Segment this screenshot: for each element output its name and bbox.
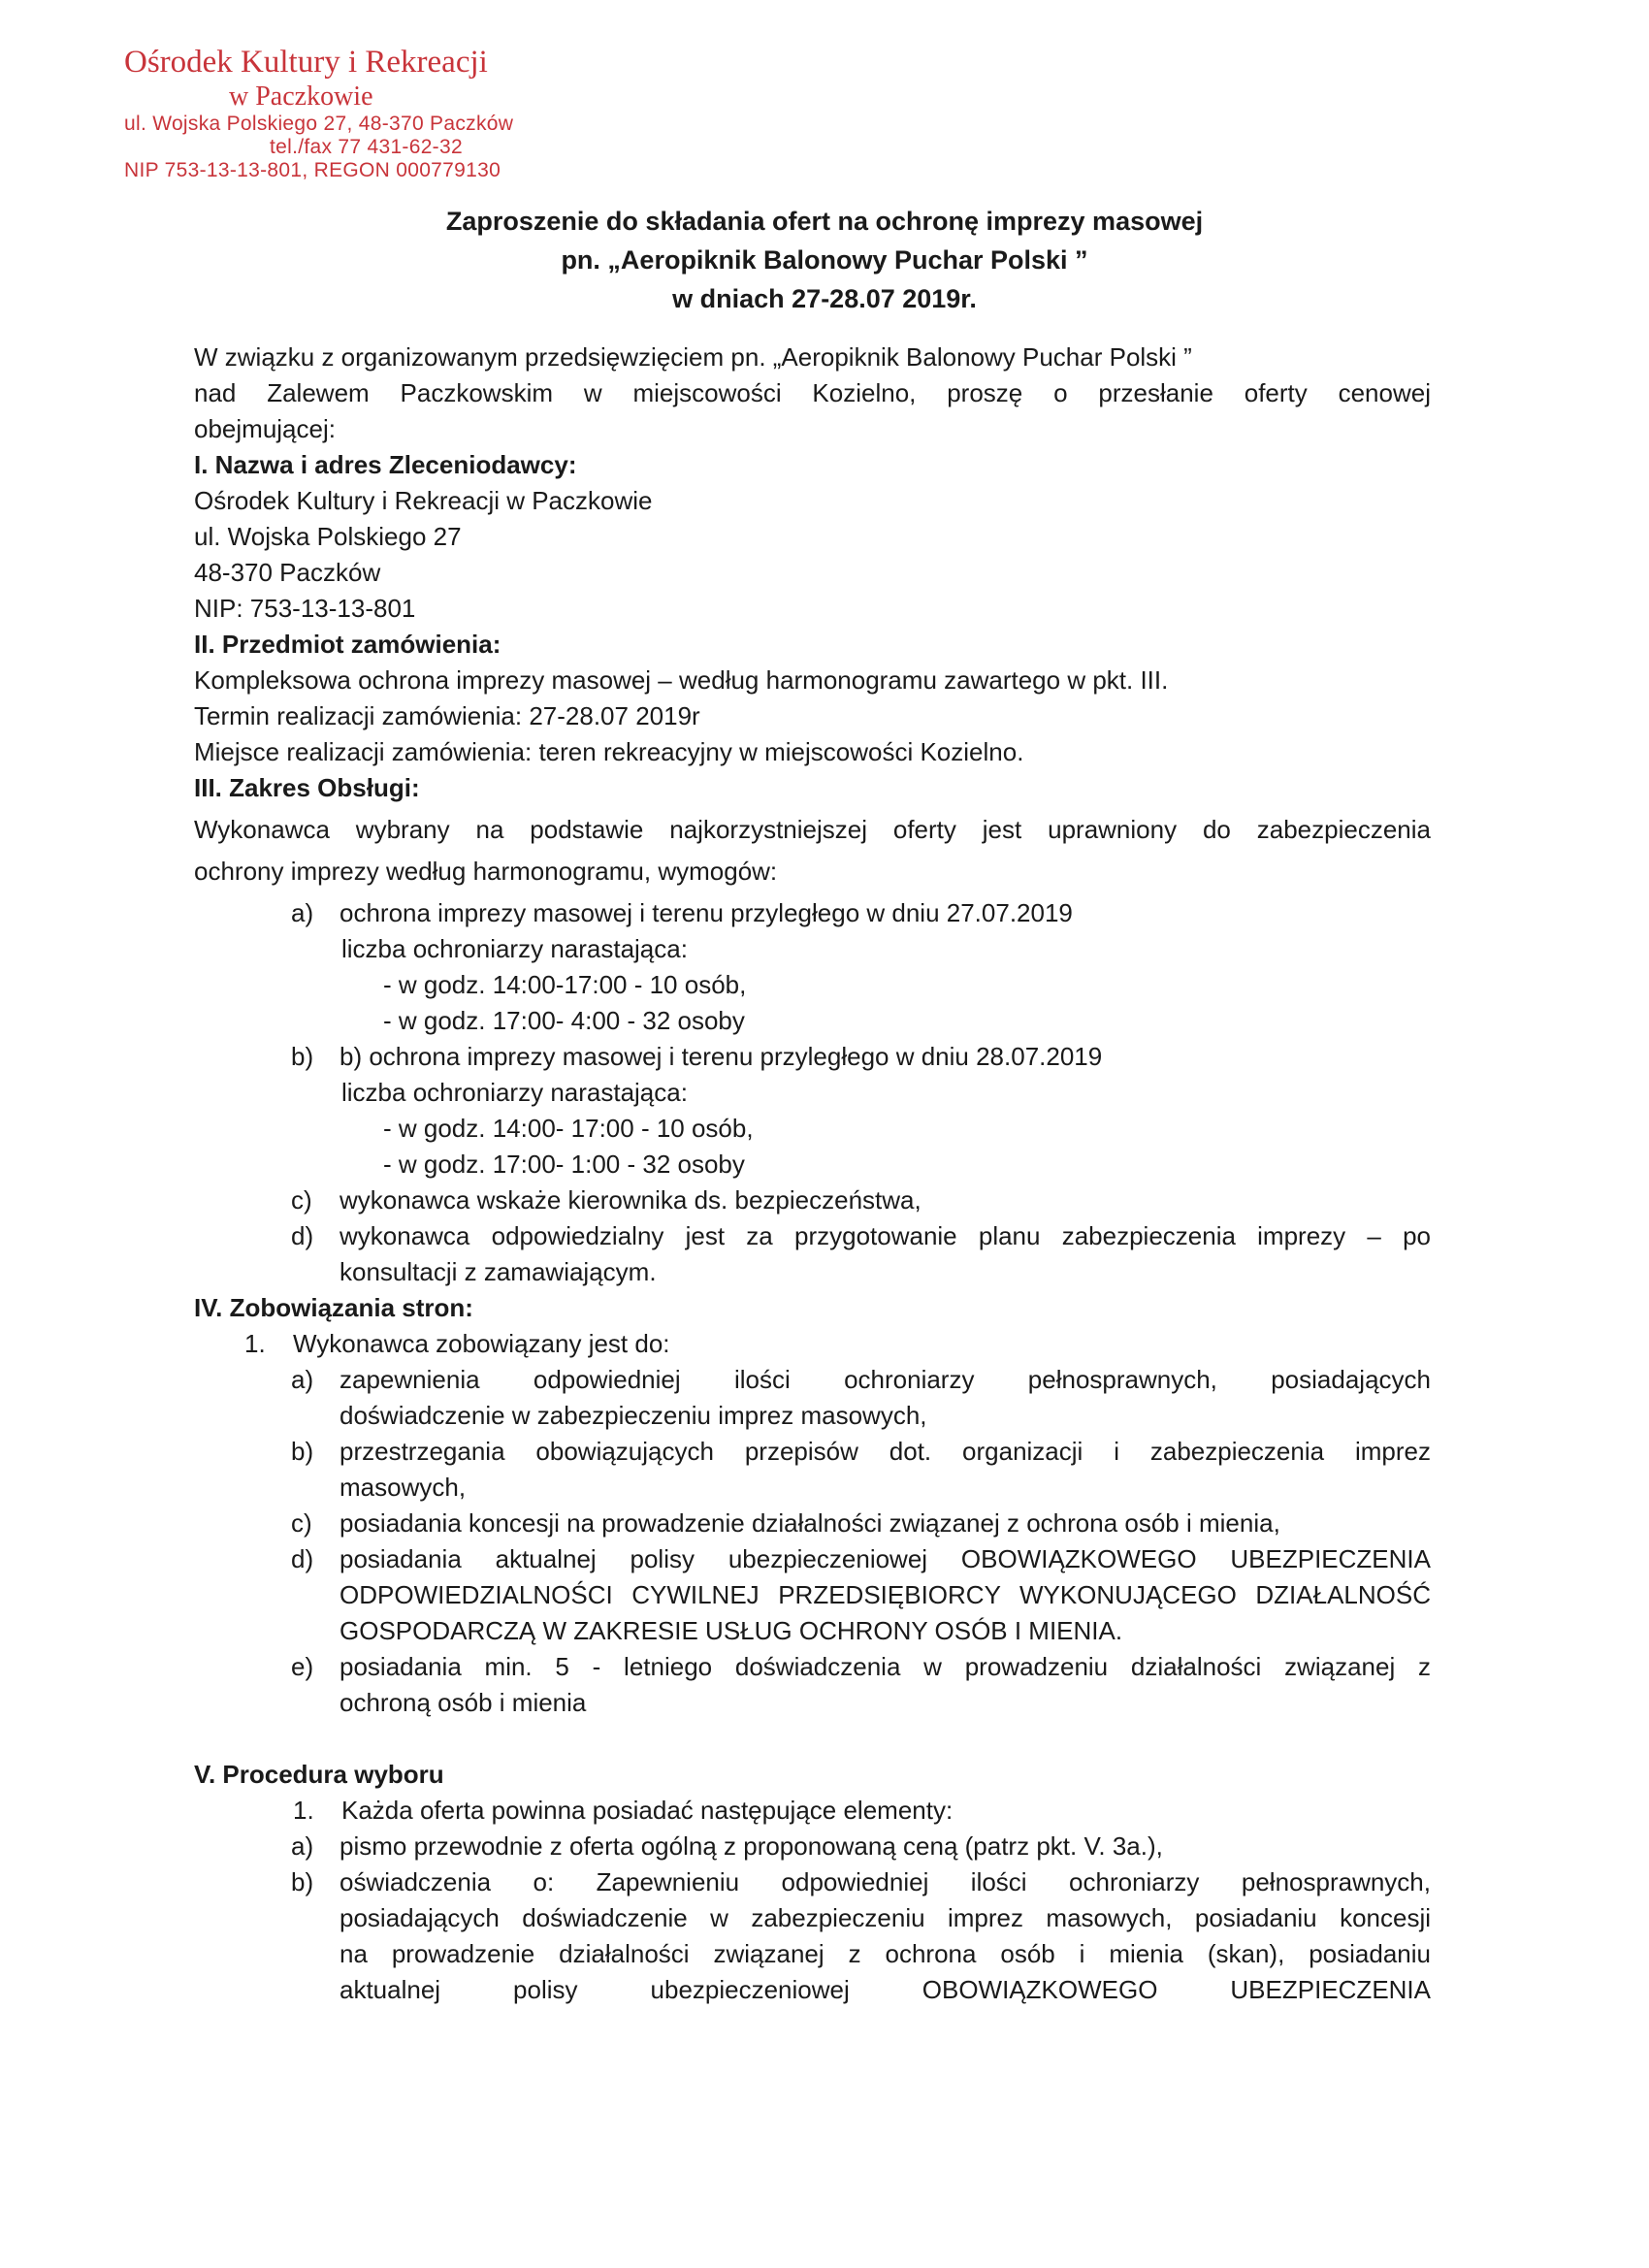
client-nip: NIP: 753-13-13-801 [194, 594, 416, 623]
list-marker: a) [291, 1365, 314, 1394]
list-item [194, 1362, 1431, 1434]
list-marker: d) [291, 1544, 314, 1573]
list-item [194, 1541, 1431, 1649]
list-marker: c) [291, 1185, 312, 1215]
list-text: konsultacji z zamawiającym. [340, 1257, 657, 1286]
list-text: ochrona imprezy masowej i terenu przyległego w dniu 27.07.2019 [340, 898, 1073, 927]
list-marker: b) [291, 1867, 314, 1896]
list-marker: d) [291, 1221, 314, 1250]
section-heading: I. Nazwa i adres Zleceniodawcy: [194, 450, 577, 479]
order-location: Miejsce realizacji zamówienia: teren rekreacyjny w miejscowości Kozielno. [194, 737, 1024, 766]
section-heading: III. Zakres Obsługi: [194, 773, 420, 802]
list-text: posiadania koncesji na prowadzenie działalności związanej z ochrona osób i mienia, [340, 1508, 1280, 1538]
client-city: 48-370 Paczków [194, 558, 381, 587]
schedule-line: - w godz. 17:00- 1:00 - 32 osoby [383, 1150, 745, 1179]
list-marker: 1. [244, 1329, 266, 1358]
schedule-line: - w godz. 14:00-17:00 - 10 osób, [383, 970, 747, 999]
list-text: wykonawca wskaże kierownika ds. bezpieczeństwa, [340, 1185, 922, 1215]
scope-intro: Wykonawca wybrany na podstawie najkorzystniejszej oferty jest uprawniony do zabezpieczenia [194, 815, 1431, 844]
list-item [194, 1218, 1431, 1290]
client-street: ul. Wojska Polskiego 27 [194, 522, 462, 551]
title-line: w dniach 27-28.07 2019r. [672, 284, 977, 313]
list-item [194, 1793, 1431, 1829]
list-subtext: liczba ochroniarzy narastająca: [341, 934, 688, 963]
list-text: oświadczenia o: Zapewnieniu odpowiedniej ilości ochroniarzy pełnosprawnych, [340, 1867, 1431, 1896]
stamp-line-name: Ośrodek Kultury i Rekreacji [124, 45, 488, 80]
list-text: pismo przewodnie z oferta ogólną z proponowaną ceną (patrz pkt. V. 3a.), [340, 1831, 1163, 1861]
list-marker: a) [291, 898, 314, 927]
stamp-line-phone: tel./fax 77 431-62-32 [270, 136, 463, 159]
list-marker: e) [291, 1652, 314, 1681]
stamp-line-town: w Paczkowie [229, 81, 373, 112]
list-text: ODPOWIEDZIALNOŚCI CYWILNEJ PRZEDSIĘBIORCY WYKONUJĄCEGO DZIAŁALNOŚĆ [340, 1580, 1431, 1609]
list-item [194, 1039, 1431, 1075]
list-item [194, 1506, 1431, 1541]
list-text: zapewnienia odpowiedniej ilości ochroniarzy pełnosprawnych, posiadających [340, 1365, 1431, 1394]
list-text: posiadania aktualnej polisy ubezpieczeniowej OBOWIĄZKOWEGO UBEZPIECZENIA [340, 1544, 1431, 1573]
section-heading: II. Przedmiot zamówienia: [194, 630, 501, 659]
list-text: b) ochrona imprezy masowej i terenu przyległego w dniu 28.07.2019 [340, 1042, 1103, 1071]
list-item [194, 1829, 1431, 1864]
list-text: Wykonawca zobowiązany jest do: [293, 1329, 670, 1358]
list-item [194, 895, 1431, 931]
list-marker: c) [291, 1508, 312, 1538]
stamp-line-address: ul. Wojska Polskiego 27, 48-370 Paczków [124, 113, 514, 136]
list-item [194, 1326, 1431, 1362]
list-text: GOSPODARCZĄ W ZAKRESIE USŁUG OCHRONY OSÓB I MIENIA. [340, 1616, 1123, 1645]
scope-intro: ochrony imprezy według harmonogramu, wymogów: [194, 857, 778, 886]
order-date: Termin realizacji zamówienia: 27-28.07 2019r [194, 701, 700, 730]
title-line: Zaproszenie do składania ofert na ochronę imprezy masowej [445, 207, 1204, 236]
list-marker: b) [291, 1437, 314, 1466]
list-text: posiadania min. 5 - letniego doświadczenia w prowadzeniu działalności związanej z [340, 1652, 1431, 1681]
list-marker: b) [291, 1042, 314, 1071]
stamp-line-ids: NIP 753-13-13-801, REGON 000779130 [124, 159, 501, 182]
list-subtext: liczba ochroniarzy narastająca: [341, 1078, 688, 1107]
list-text: przestrzegania obowiązujących przepisów dot. organizacji i zabezpieczenia imprez [340, 1437, 1431, 1466]
list-item [194, 1183, 1431, 1218]
document-title [0, 202, 1649, 318]
title-line: pn. „Aeropiknik Balonowy Puchar Polski ” [561, 245, 1088, 275]
organization-stamp [124, 45, 513, 183]
spacer [194, 1721, 1431, 1757]
list-text: Każda oferta powinna posiadać następujące elementy: [341, 1796, 954, 1825]
section-heading: V. Procedura wyboru [194, 1760, 444, 1789]
order-subject: Kompleksowa ochrona imprezy masowej – według harmonogramu zawartego w pkt. III. [194, 665, 1169, 695]
list-text: ochroną osób i mienia [340, 1688, 587, 1717]
list-item [194, 1434, 1431, 1506]
list-marker: a) [291, 1831, 314, 1861]
list-text: masowych, [340, 1473, 467, 1502]
client-name: Ośrodek Kultury i Rekreacji w Paczkowie [194, 486, 653, 515]
schedule-line: - w godz. 14:00- 17:00 - 10 osób, [383, 1114, 754, 1143]
section-heading: IV. Zobowiązania stron: [194, 1293, 473, 1322]
list-marker: 1. [293, 1796, 314, 1825]
list-text: posiadających doświadczenie w zabezpieczeniu imprez masowych, posiadaniu koncesji [340, 1903, 1431, 1932]
list-item [194, 1864, 1431, 2008]
list-item [194, 1649, 1431, 1721]
list-text: doświadczenie w zabezpieczeniu imprez masowych, [340, 1401, 927, 1430]
list-text: na prowadzenie działalności związanej z ochrona osób i mienia (skan), posiadaniu [340, 1939, 1431, 1968]
list-text: aktualnej polisy ubezpieczeniowej OBOWIĄZKOWEGO UBEZPIECZENIA [340, 1975, 1431, 2004]
list-text: wykonawca odpowiedzialny jest za przygotowanie planu zabezpieczenia imprezy – po [340, 1221, 1431, 1250]
document-body [194, 340, 1431, 2008]
schedule-line: - w godz. 17:00- 4:00 - 32 osoby [383, 1006, 745, 1035]
intro-line: obejmującej: [194, 414, 336, 443]
intro-line: W związku z organizowanym przedsięwzięciem pn. „Aeropiknik Balonowy Puchar Polski ” [194, 342, 1192, 372]
intro-line: nad Zalewem Paczkowskim w miejscowości Kozielno, proszę o przesłanie oferty cenowej [194, 378, 1431, 407]
